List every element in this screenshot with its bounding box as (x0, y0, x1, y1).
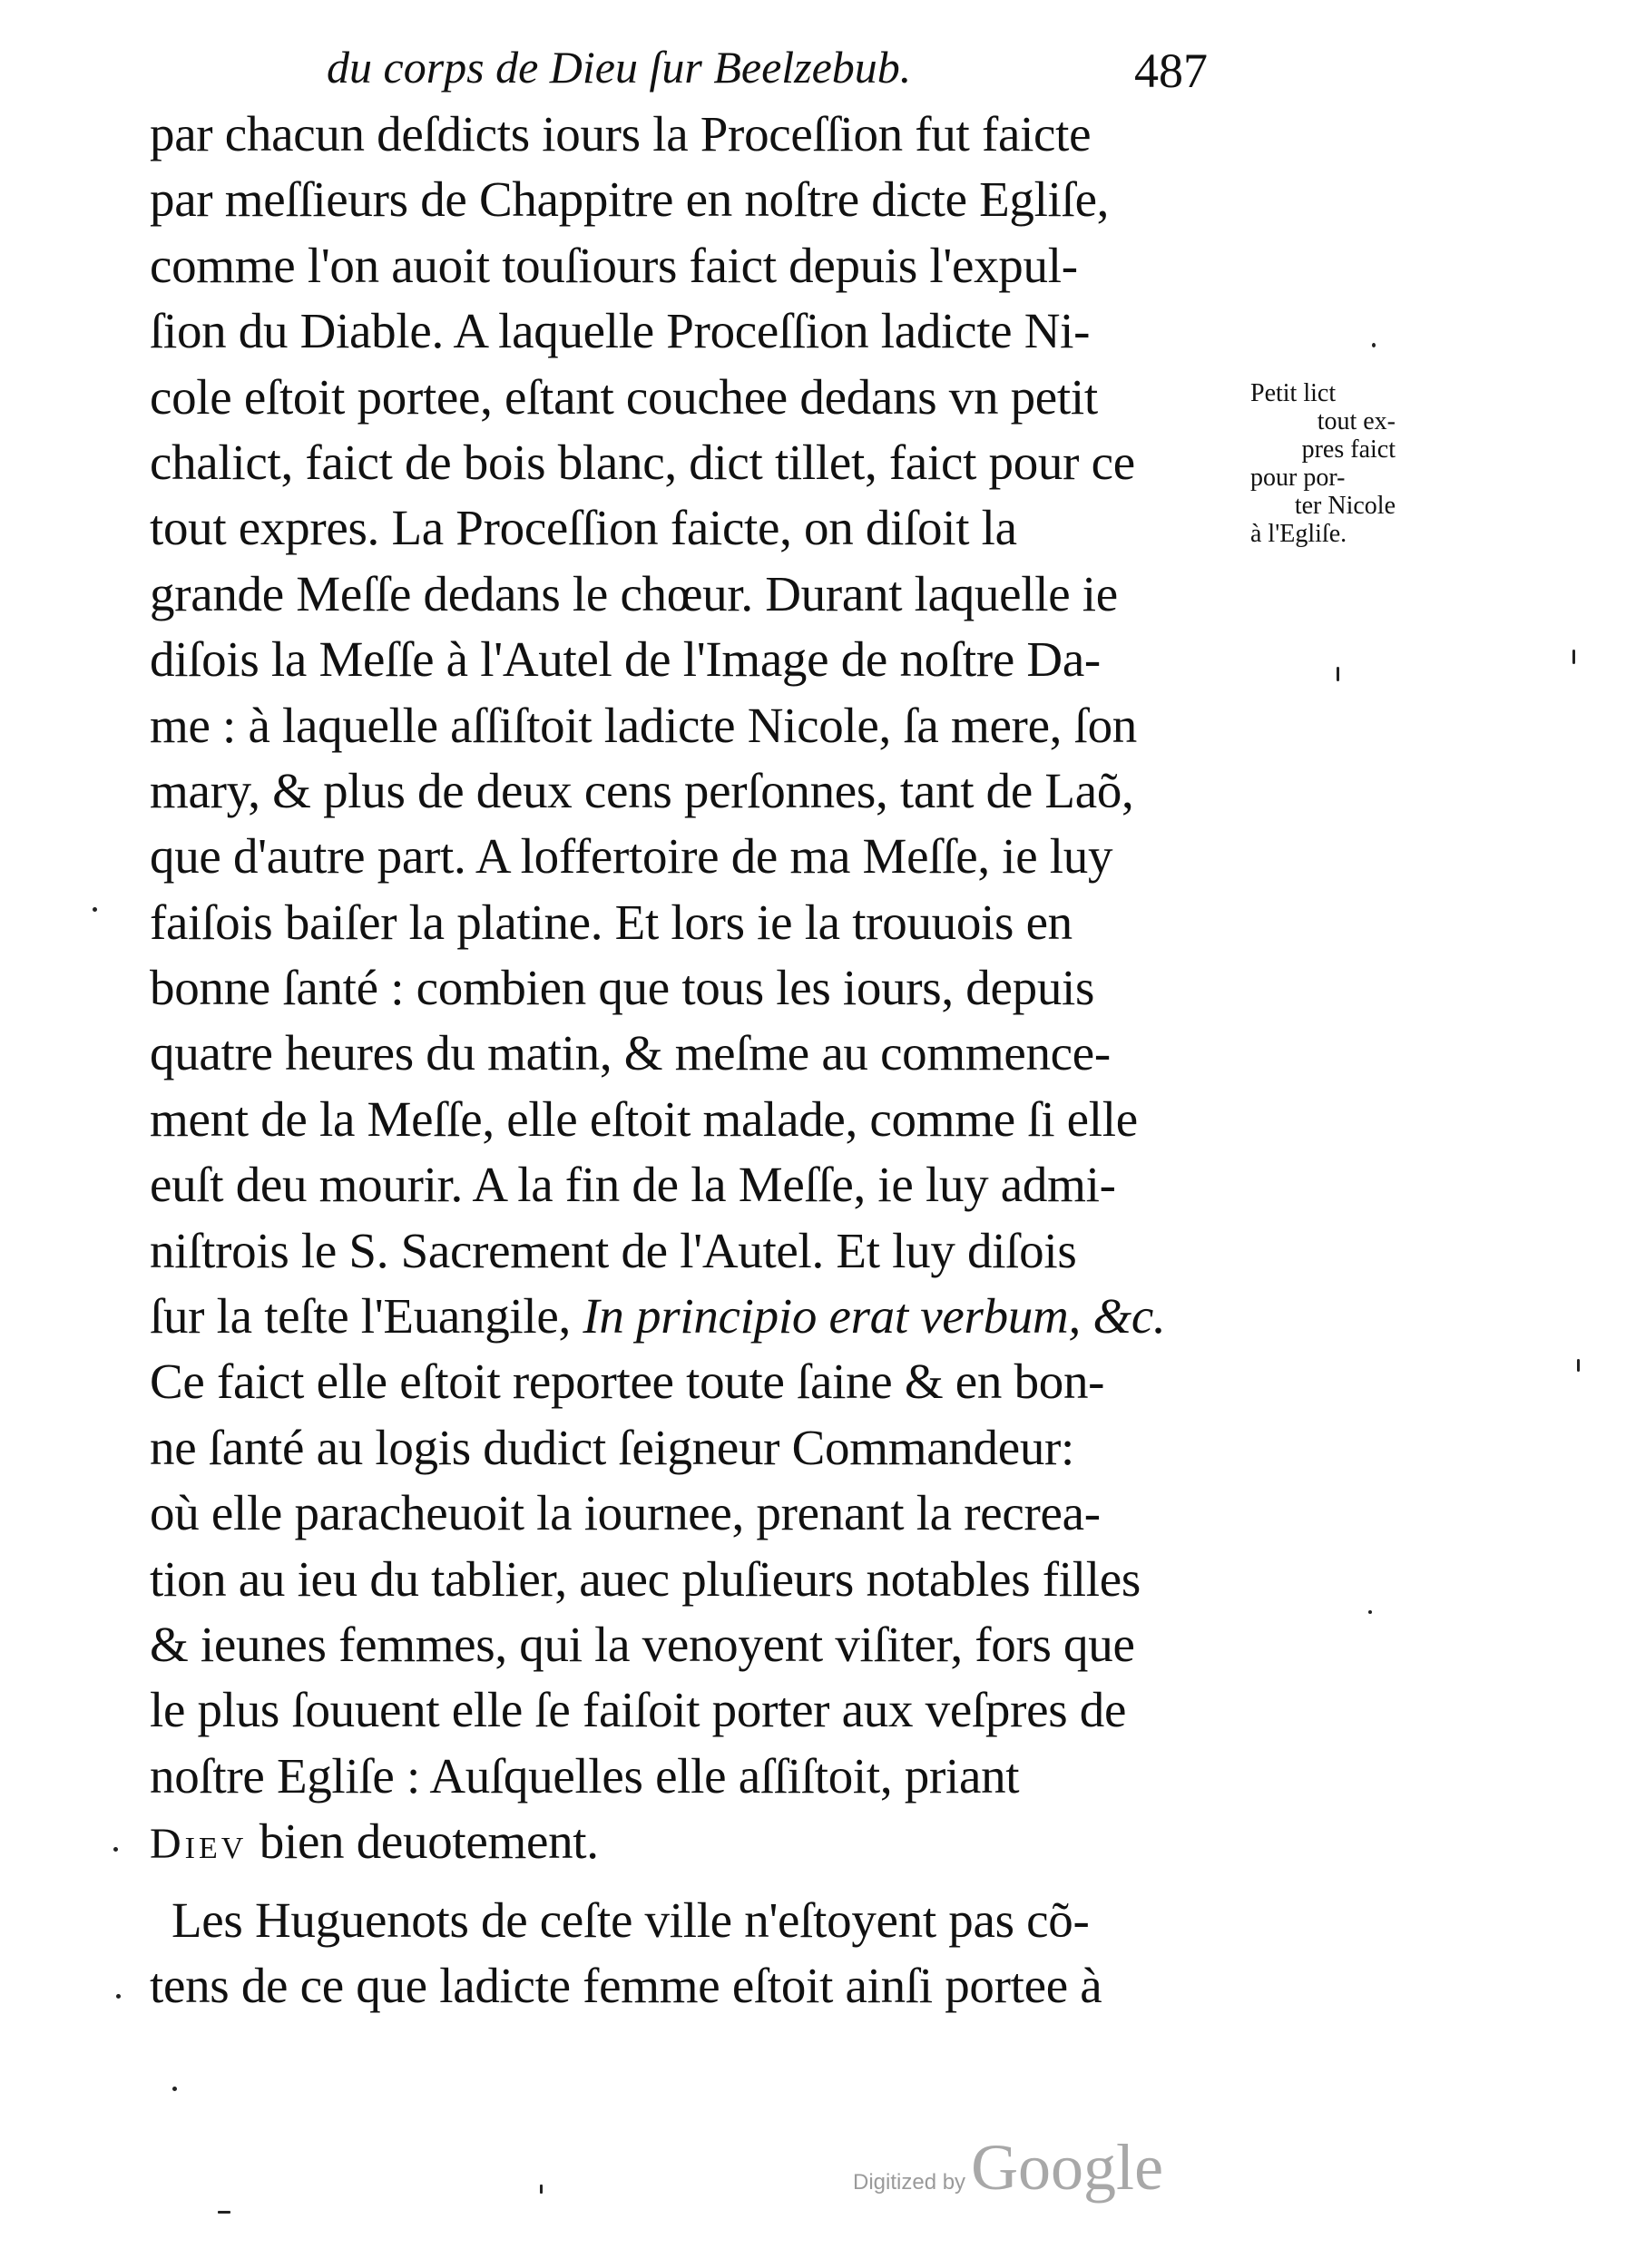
text-line: ſion du Diable. A laquelle Proceſſion ladicte Ni- (150, 303, 1091, 359)
ink-speck (93, 907, 97, 912)
ink-speck (540, 2185, 543, 2194)
ink-speck (1372, 343, 1376, 347)
marginal-note-line: pour por- (1250, 464, 1346, 492)
marginal-note-line: tout ex- (1317, 407, 1396, 435)
text-line: où elle paracheuoit la iournee, prenant la recrea- (150, 1485, 1101, 1541)
text-line: chalict, faict de bois blanc, dict tillet, faict pour ce (150, 434, 1135, 490)
text-line: comme l'on auoit touſiours faict depuis l'expul- (150, 237, 1078, 293)
text-line: me : à laquelle aſſiſtoit ladicte Nicole, ſa mere, ſon (150, 697, 1137, 753)
ink-speck (1337, 667, 1339, 681)
text-line: par meſſieurs de Chappitre en noſtre dicte Egliſe, (150, 171, 1110, 228)
ink-speck (116, 1994, 121, 1999)
text-line: ne ſanté au logis dudict ſeigneur Commandeur: (150, 1419, 1075, 1475)
text-line: cole eſtoit portee, eſtant couchee dedans vn petit (150, 368, 1098, 425)
body-text (150, 102, 1257, 2019)
line-text: bien deuotement. (247, 1813, 599, 1870)
marginal-note-line: pres faict (1301, 435, 1396, 464)
text-line: par chacun deſdicts iours la Proceſſion fut faicte (150, 106, 1092, 161)
ink-speck (113, 1847, 118, 1852)
marginal-note-line: Petit lict (1250, 379, 1337, 407)
ink-speck (1572, 650, 1575, 664)
running-head: du corps de Dieu ſur Beelzebub. (327, 42, 912, 93)
marginal-note-line: ter Nicole (1294, 492, 1396, 520)
text-line: mary, & plus de deux cens perſonnes, tant de Laõ, (150, 762, 1134, 818)
ink-speck (1577, 1359, 1580, 1372)
line-text: ſur la teſte l'Euangile, (150, 1288, 583, 1344)
text-line: que d'autre part. A loffertoire de ma Meſſe, ie luy (150, 828, 1113, 885)
page-number: 487 (1134, 44, 1208, 98)
text-line: tens de ce que ladicte femme eſtoit ainſi portee à (150, 1957, 1102, 2013)
text-line: Ce faict elle eſtoit reportee toute ſaine & en bon- (150, 1354, 1105, 1410)
ink-speck (1368, 1610, 1372, 1614)
text-line: diſois la Meſſe à l'Autel de l'Image de noſtre Da- (150, 631, 1101, 688)
small-caps-word: Diev (150, 1820, 248, 1869)
text-line-paragraph-end (150, 1809, 1257, 1874)
text-line: faiſois baiſer la platine. Et lors ie la trouuois en (150, 894, 1073, 950)
ink-speck (218, 2211, 230, 2214)
paragraph-start-line: Les Huguenots de ceſte ville n'eſtoyent pas cõ- (171, 1892, 1090, 1948)
text-line: & ieunes femmes, qui la venoyent viſiter, fors que (150, 1616, 1135, 1672)
text-line: tout expres. La Proceſſion faicte, on diſoit la (150, 500, 1017, 556)
text-line: niſtrois le S. Sacrement de l'Autel. Et luy diſois (150, 1222, 1077, 1278)
google-logo: Google (971, 2131, 1164, 2204)
text-line: grande Meſſe dedans le chœur. Durant laquelle ie (150, 565, 1118, 621)
text-line: tion au ieu du tablier, auec pluſieurs notables filles (150, 1550, 1141, 1607)
marginal-note-line: à l'Egliſe. (1250, 520, 1347, 548)
text-line: euſt deu mourir. A la fin de la Meſſe, ie luy admi- (150, 1157, 1116, 1213)
text-line: quatre heures du matin, & meſme au commence- (150, 1025, 1111, 1081)
text-line: noſtre Egliſe : Auſquelles elle aſſiſtoit, priant (150, 1747, 1020, 1804)
text-line: le plus ſouuent elle ſe faiſoit porter aux veſpres de (150, 1682, 1127, 1738)
watermark-prefix: Digitized by (853, 2170, 966, 2195)
text-line: bonne ſanté : combien que tous les iours, depuis (150, 960, 1095, 1016)
marginal-note (1250, 379, 1396, 548)
text-line: ment de la Meſſe, elle eſtoit malade, comme ſi elle (150, 1090, 1138, 1147)
latin-quotation: In principio erat verbum, &c. (583, 1288, 1166, 1344)
ink-speck (172, 2087, 177, 2091)
text-line-with-latin (150, 1284, 1257, 1349)
digitized-by-google-watermark (853, 2130, 1234, 2212)
